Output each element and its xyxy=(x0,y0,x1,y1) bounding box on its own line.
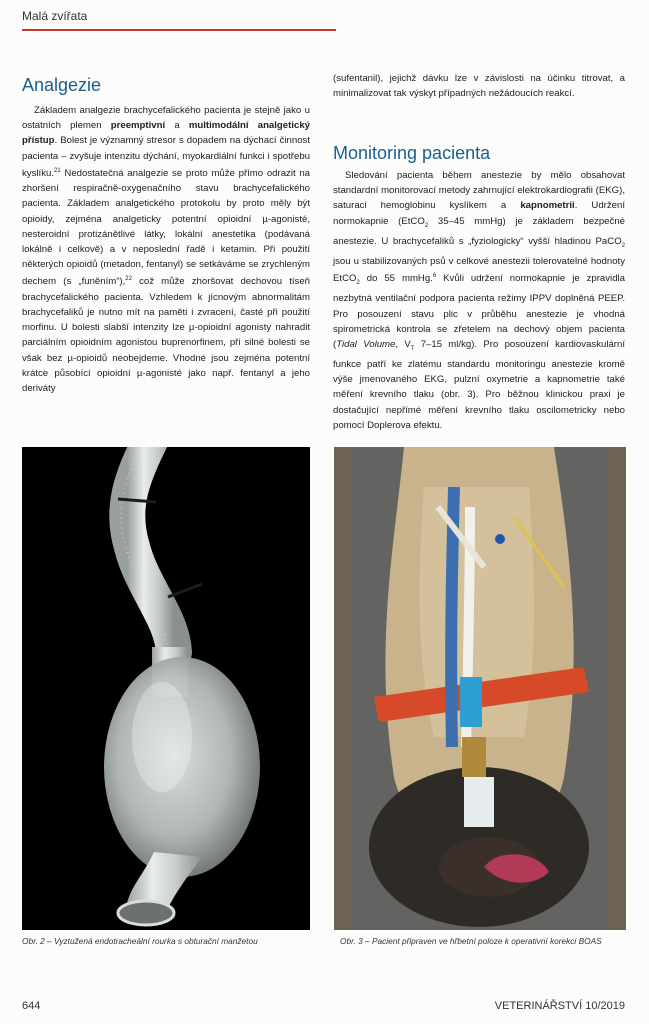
patient-photo xyxy=(334,447,626,930)
monitoring-paragraph: Sledování pacienta během anestezie by mělo obsahovat standardní monitorovací metody zahrnující elektrokardiografii (EKG), saturaci hemoglobinu kyslíkem a kapnometrii. Udržení normokapnie (EtCO$_2$ 35–45 mmHg) je základem bezpečné anestezie. U brachycefaliků s „fyziologicky“ vyšší hladinou PaCO$_2$ jsou u stabilizovaných psů v celkové anestezii tolerovatelné hodnoty EtCO$_2$ do 55 mmHg.$^6$ Kvůli udržení normokapnie je zpravidla nezbytná ventilační podpora pacienta režimy IPPV doplněná PEEP. Pro posouzení stavu plic v průběhu anestezie je vhodná spirometrická kontrola se zřetelem na dechový objem pacienta (Tidal Volume, $V_T$ 7–15 ml/kg). Pro posouzení kardiovaskulární funkce patří ke zlatému standardu monitoringu anestezie kromě výše jmenovaného EKG, pulzní oxymetrie a kapnometrie také měření krevního tlaku (obr. 3). Pro běžnou klinickou praxi je dostačující nepřímé měření krevního tlaku oscilometricky nebo pomocí Doplerova efektu. xyxy=(333,170,625,431)
figure-2-caption: Obr. 2 – Vyztužená endotracheální rourka s obturační manžetou xyxy=(22,936,258,946)
figure-3-caption: Obr. 3 – Pacient připraven ve hřbetní poloze k operativní korekci BOAS xyxy=(340,936,602,946)
endotracheal-tube-photo xyxy=(22,447,310,930)
analgesia-text xyxy=(22,103,310,396)
multimodal-term: multimodální analgetický přístup xyxy=(22,120,310,147)
patient-illustration xyxy=(334,447,626,930)
endotracheal-tube-illustration xyxy=(22,447,310,930)
capnometry-term: kapnometrii xyxy=(520,200,575,212)
analgesia-continued xyxy=(333,71,625,101)
preemptive-term: preemptivní xyxy=(110,120,166,132)
monitoring-text xyxy=(333,168,625,433)
ref-21: 21 xyxy=(54,167,61,174)
header-label: Malá zvířata xyxy=(22,9,88,23)
analgesia-heading: Analgezie xyxy=(22,75,102,95)
journal-name: VETERINÁŘSTVÍ 10/2019 xyxy=(494,1000,625,1012)
page-number: 644 xyxy=(22,1000,41,1012)
monitoring-heading: Monitoring pacienta xyxy=(333,143,491,163)
analgesia-paragraph: Základem analgezie brachycefalického pacienta je stejně jako u ostatních plemen preemptivní a multimodální analgetický přístup. Bolest je významný stresor s dopadem na dýchací činnost pacienta – zvyšuje intenzitu dýchání, myokardiální funkci i spotřebu kyslíku.$^{21}$ Nedostatečná analgezie se proto může přímo odrazit na zhoršení respiračně-oxygenačního stavu brachycefalického pacienta. Základem analgetického protokolu by proto měly být opioidy, zejména analgeticky potentní opioidní µ-agonisté, nesteroidní protizánětlivé látky, lokální anestetika (podávaná lokálně i celkově) a v neposlední řadě i ketamin. Při použití některých opioidů (metadon, fentanyl) se setkáváme se zrychleným dechem (s „funěním“),$^{22}$ což může zhoršovat dechovou tíseň brachycefalického pacienta. Vzhledem k jícnovým abnormalitám brachycefaliků je nutno mít na paměti i zvracení, časté při použití morfinu. U bolesti slabší intenzity lze µ-opioidní agonisty nahradit parciálním opioidním agonistou buprenorfinem, při silné bolesti se však bez µ-opioidů neobejdeme. Vhodné jsou zejména potentní krátce působící opioidní µ-agonisté jako např. fentanyl a jeho deriváty xyxy=(22,105,310,395)
ref-22: 22 xyxy=(125,276,132,283)
header-rule xyxy=(22,29,336,31)
analgesia-continued-paragraph: (sufentanil), jejichž dávku lze v závislosti na účinku titrovat, a minimalizovat tak výskyt případných nežádoucích reakcí. xyxy=(333,73,625,100)
ref-6: 6 xyxy=(432,273,437,280)
